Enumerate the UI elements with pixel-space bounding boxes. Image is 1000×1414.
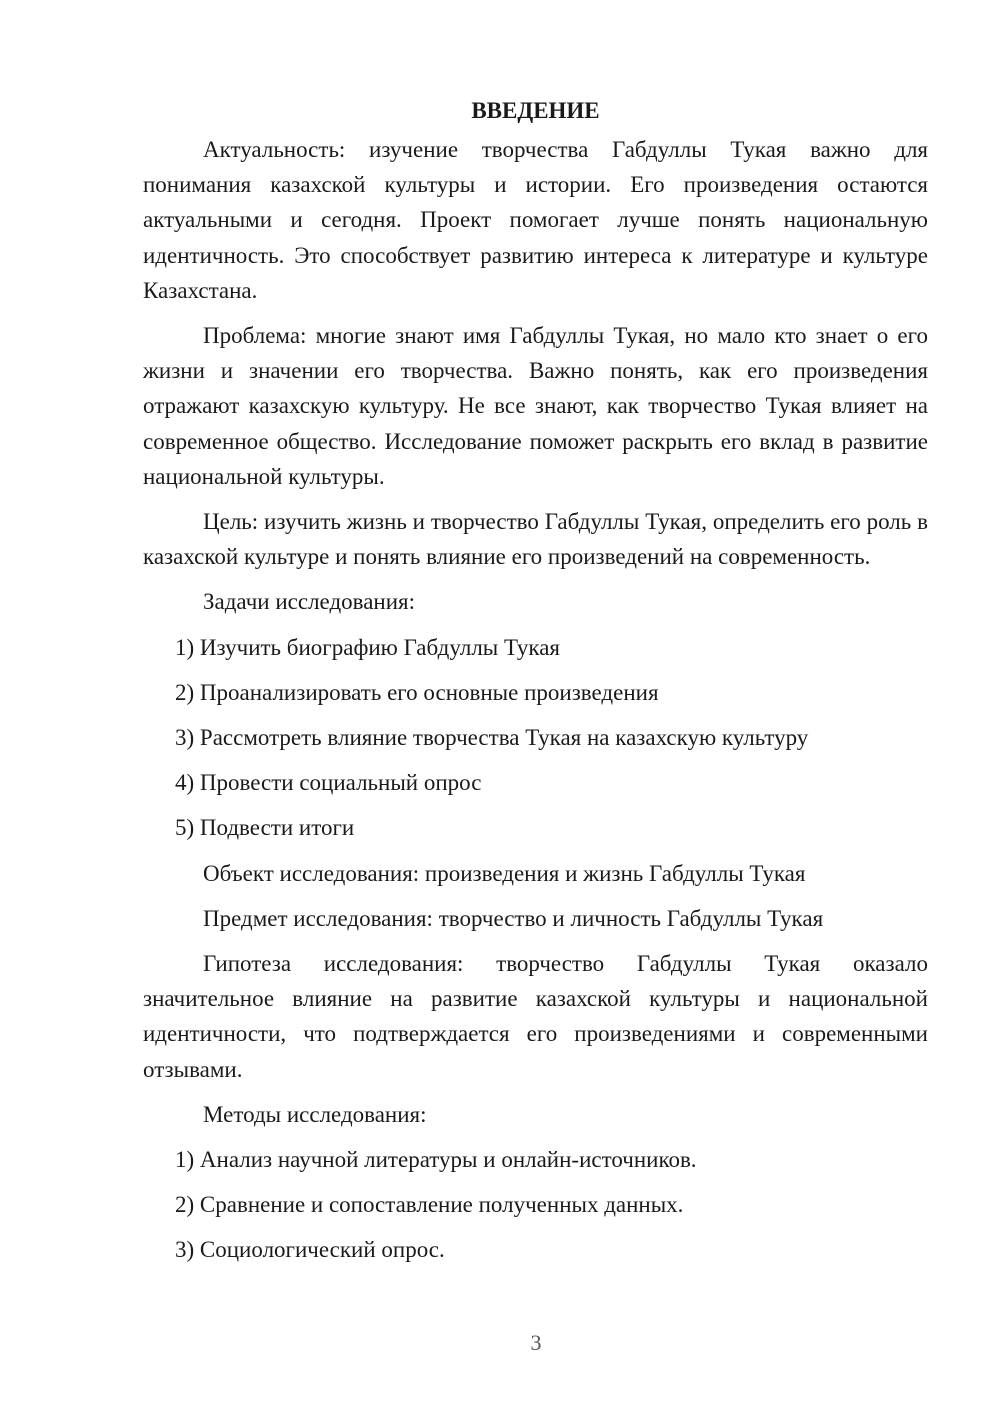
tasks-list [143,630,928,846]
task-item: 1) Изучить биографию Габдуллы Тукая [175,634,561,660]
tasks-label: Задачи исследования: [203,589,416,615]
task-item: 5) Подвести итоги [175,815,355,841]
page-number: 3 [530,1330,542,1355]
method-item: 2) Сравнение и сопоставление полученных данных. [175,1192,684,1218]
task-item: 4) Провести социальный опрос [175,770,482,796]
research-subject: Предмет исследования: творчество и личность Габдуллы Тукая [203,905,824,931]
hypothesis-paragraph: Гипотеза исследования: творчество Габдуллы Тукая оказало значительное влияние на развитие казахской культуры и национальной идентичности, что подтверждается его произведениями и современными отзывами. [143,951,928,1082]
relevance-paragraph: Актуальность: изучение творчества Габдуллы Тукая важно для понимания казахской культуры и истории. Его произведения остаются актуальными и сегодня. Проект помогает лучше понять национальную идентичность. Это способствует развитию интереса к литературе и культуре Казахстана. [143,137,928,303]
method-item: 1) Анализ научной литературы и онлайн-источников. [175,1147,697,1173]
methods-label: Методы исследования: [203,1101,427,1127]
research-object: Объект исследования: произведения и жизнь Габдуллы Тукая [203,860,806,886]
method-item: 3) Социологический опрос. [175,1237,445,1263]
task-item: 3) Рассмотреть влияние творчества Тукая на казахскую культуру [175,725,809,751]
problem-paragraph: Проблема: многие знают имя Габдуллы Тукая, но мало кто знает о его жизни и значении его творчества. Важно понять, как его произведения отражают казахскую культуру. Не все знают, как творчество Тукая влияет на современное общество. Исследование поможет раскрыть его вклад в развитие национальной культуры. [143,323,928,489]
page-content [143,93,928,1278]
section-title: ВВЕДЕНИЕ [471,98,600,123]
goal-paragraph: Цель: изучить жизнь и творчество Габдуллы Тукая, определить его роль в казахской культуре и понять влияние его произведений на современность. [143,509,928,570]
task-item: 2) Проанализировать его основные произведения [175,679,659,705]
methods-list [143,1142,928,1268]
